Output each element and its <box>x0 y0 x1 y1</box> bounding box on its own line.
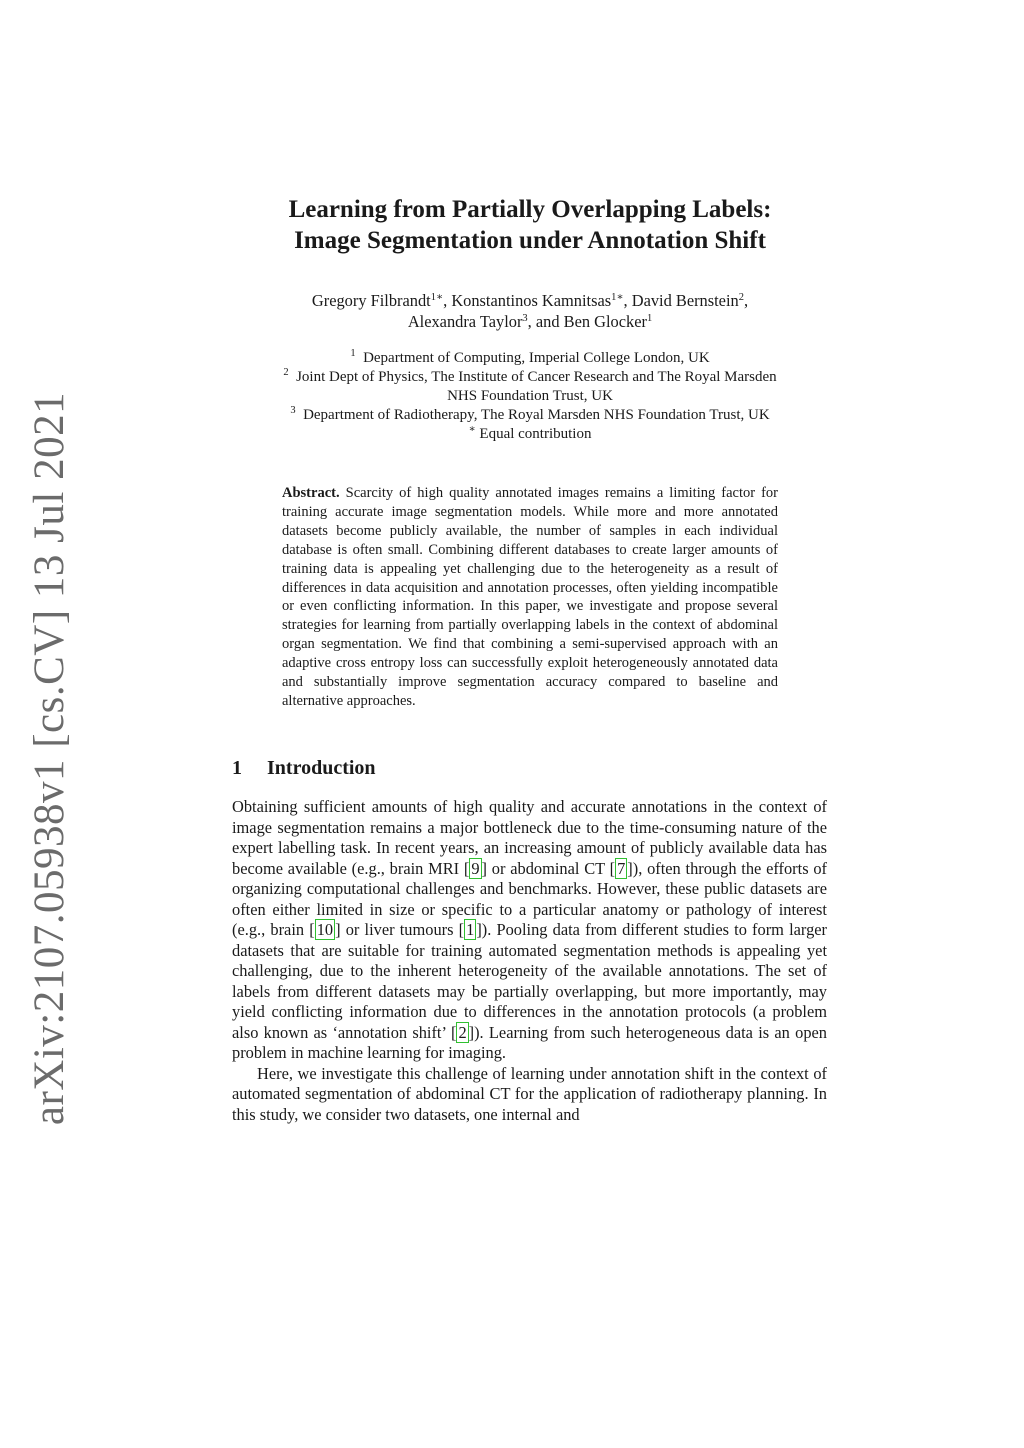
author-name: Ben Glocker <box>563 312 647 331</box>
author-affil-mark: 2 <box>738 292 744 303</box>
title-line-2: Image Segmentation under Annotation Shift <box>294 227 766 254</box>
author-name: Konstantinos Kamnitsas <box>451 291 612 310</box>
affiliation-continued <box>200 387 860 406</box>
affiliation-mark: 1 <box>350 348 356 359</box>
affiliation-text: Joint Dept of Physics, The Institute of Cancer Research and The Royal Marsden <box>296 369 777 385</box>
paragraph: Here, we investigate this challenge of learning under annotation shift in the context of automated segmentation of abdominal CT for the application of radiotherapy planning. In this study, we consider two datasets, one internal and <box>232 1063 827 1124</box>
citation-link[interactable]: 10 <box>316 920 334 939</box>
author-separator: , and <box>527 312 564 331</box>
section-title: Introduction <box>267 757 376 779</box>
author-name: Gregory Filbrandt <box>311 291 431 310</box>
paragraph-text: ]), often through the efforts of organizing computational challenges and benchmarks. However, these public datasets are often either limited in size or specific to a particular anatomy or pathology of interest (e.g., brain <box>232 858 828 939</box>
paragraph-text: ]). Pooling data from different studies to form larger datasets that are suitable for training automated segmentation methods is appealing yet challenging, due to the inherent heterogeneity of the available annotations. The set of labels from different datasets may be partially overlapping, but more importantly, may yield conflicting information due to differences in the annotation protocols (a problem also known as ‘annotation shift’ [ <box>232 920 827 1042</box>
abstract-label: Abstract. <box>282 485 340 501</box>
affiliation-text: Department of Computing, Imperial College London, UK <box>363 350 710 366</box>
paragraph-text: ]). Learning from such heterogeneous data is an open problem in machine learning for imaging. <box>232 1022 827 1062</box>
paragraph-text: or liver tumours [ <box>340 920 465 939</box>
equal-contribution-note <box>200 425 860 444</box>
citation-link[interactable]: 7 <box>617 858 626 878</box>
author-list <box>200 290 860 332</box>
affiliations <box>200 349 860 444</box>
author-affil-mark: 3 <box>522 313 528 324</box>
affiliation-text: Department of Radiotherapy, The Royal Marsden NHS Foundation Trust, UK <box>303 407 770 423</box>
author-name: Alexandra Taylor <box>407 312 523 331</box>
affiliation-mark: 3 <box>290 405 296 416</box>
arxiv-identifier <box>26 391 74 1125</box>
section-number: 1 <box>232 757 242 779</box>
author-affil-mark: 1 <box>646 313 653 324</box>
author-separator: , <box>443 291 452 310</box>
affiliation <box>200 406 860 425</box>
affiliation-text: Equal contribution <box>479 426 592 442</box>
abstract <box>282 484 778 711</box>
section-heading <box>232 757 376 780</box>
paper-title <box>200 194 860 256</box>
paragraph-text: Obtaining sufficient amounts of high quality and accurate annotations in the context of image segmentation remains a major bottleneck due to the time-consuming nature of the expert labelling task. In recent years, an increasing amount of publicly available data has become available (e.g., brain MRI <box>232 797 827 878</box>
body-text <box>232 797 827 1125</box>
author-separator: , <box>623 291 632 310</box>
affiliation <box>200 349 860 368</box>
paragraph: Obtaining sufficient amounts of high quality and accurate annotations in the context of image segmentation remains a major bottleneck due to the time-consuming nature of the expert labelling task. In recent years, an increasing amount of publicly available data has become available (e.g., brain MRI [ 9 ] or abdominal CT [ 7 ]), often through the efforts of organizing computational challenges and benchmarks. However, these public datasets are often either limited in size or specific to a particular anatomy or pathology of interest (e.g., brain [ 10 ] or liver tumours [ 1 ]). Pooling data from different studies to form larger datasets that are suitable for training automated segmentation methods is appealing yet challenging, due to the inherent heterogeneity of the available annotations. The set of labels from different datasets may be partially overlapping, but more importantly, may yield conflicting information due to differences in the annotation protocols (a problem also known as ‘annotation shift’ [ 2 ]). Learning from such heterogeneous data is an open problem in machine learning for imaging. <box>232 797 828 1062</box>
author-separator: , <box>743 291 749 310</box>
author-name: David Bernstein <box>631 291 739 310</box>
citation-link[interactable]: 9 <box>471 858 480 878</box>
author-affil-mark: 1∗ <box>430 292 444 303</box>
affiliation <box>200 368 860 387</box>
arxiv-identifier-text: arXiv:2107.05938v1 [cs.CV] 13 Jul 2021 <box>26 391 74 1125</box>
author-line-2 <box>200 311 860 332</box>
affiliation-text: NHS Foundation Trust, UK <box>447 388 613 404</box>
author-affil-mark: 1∗ <box>611 292 624 303</box>
author-line-1 <box>200 290 860 311</box>
abstract-text: Scarcity of high quality annotated images remains a limiting factor for training accurate image segmentation models. While more and more annotated datasets become publicly available, the number of samples in each individual database is often small. Combining different databases to create larger amounts of training data is appealing yet challenging due to the heterogeneity as a result of differences in data acquisition and annotation processes, often yielding incompatible or even conflicting information. In this paper, we investigate and propose several strategies for learning from partially overlapping labels in the context of abdominal organ segmentation. We find that combining a semi-supervised approach with an adaptive cross entropy loss can successfully exploit heterogeneously annotated data and substantially improve segmentation accuracy compared to baseline and alternative approaches. <box>282 485 779 709</box>
affiliation-mark: 2 <box>283 367 289 378</box>
title-line-1: Learning from Partially Overlapping Labels: <box>288 196 772 223</box>
paragraph-text: or abdominal CT [ <box>487 858 616 878</box>
citation-link[interactable]: 1 <box>466 920 475 939</box>
affiliation-mark: ∗ <box>468 424 476 435</box>
citation-link[interactable]: 2 <box>458 1022 467 1042</box>
